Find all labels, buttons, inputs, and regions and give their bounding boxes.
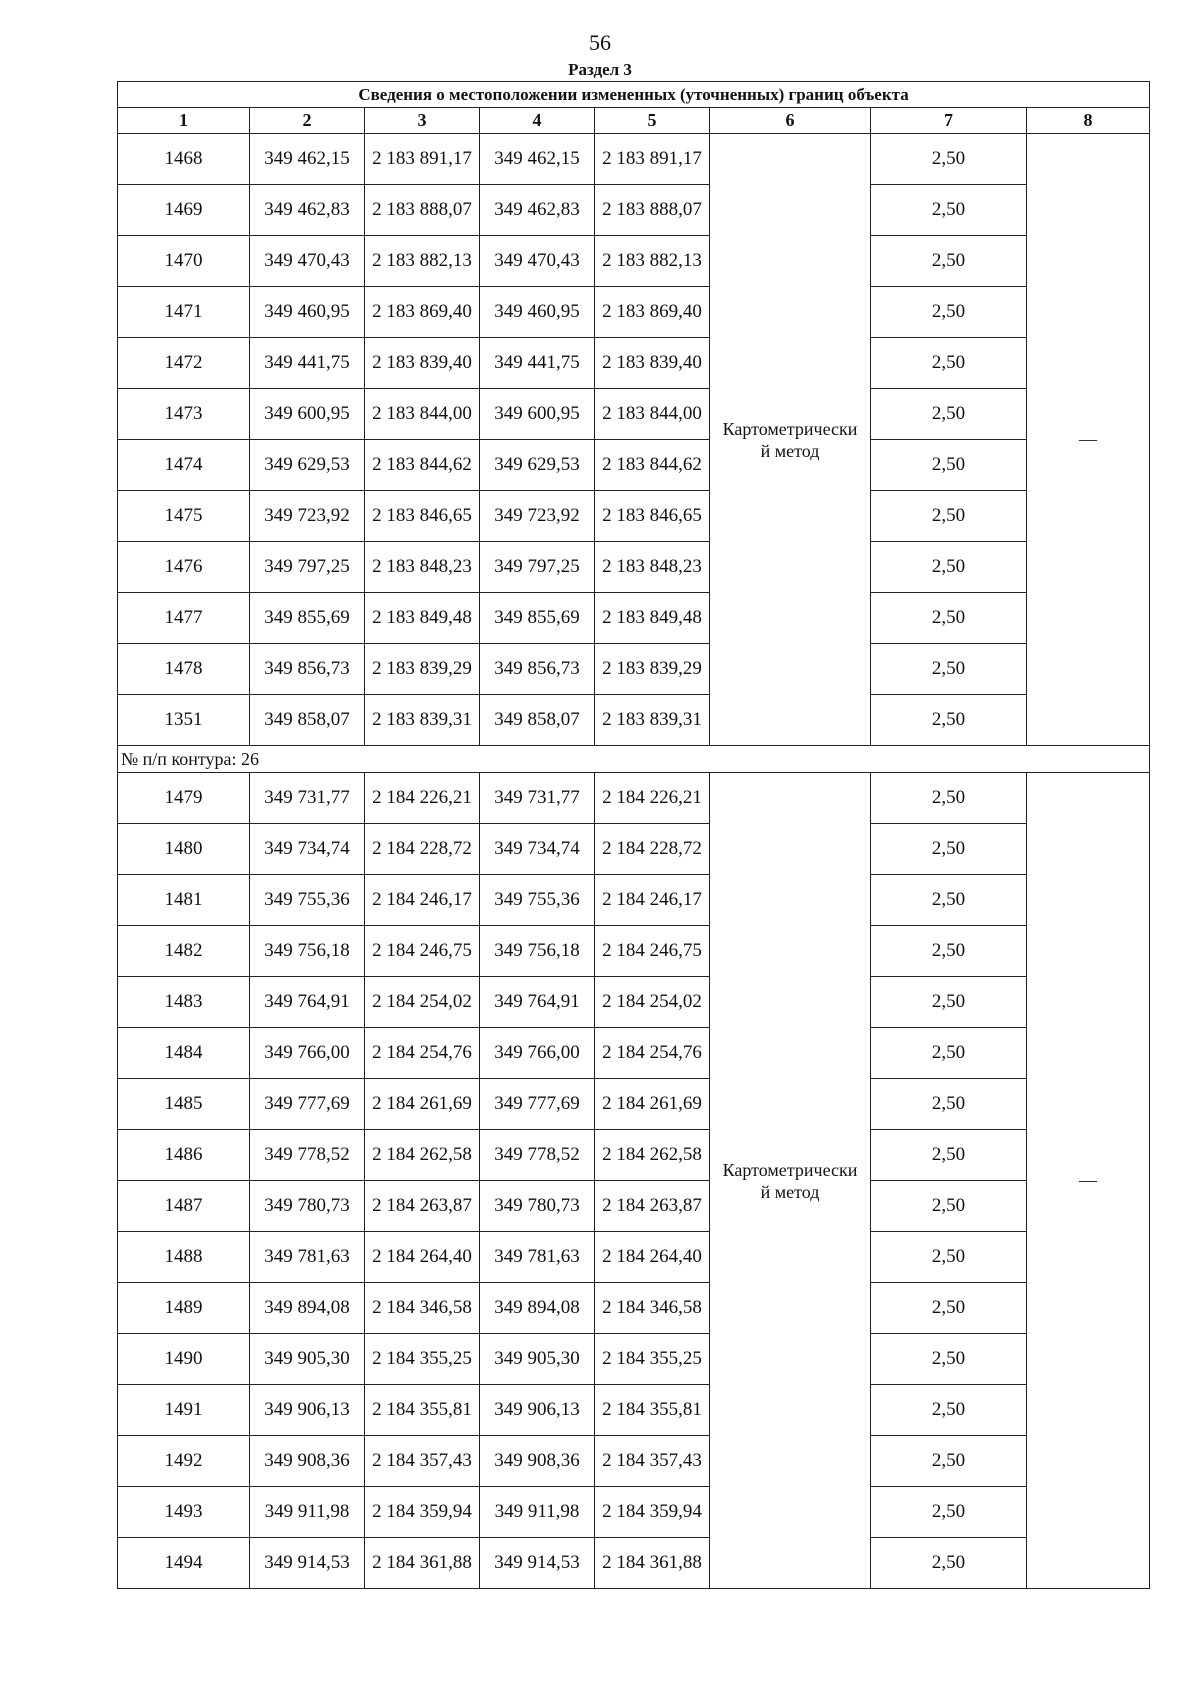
table-row xyxy=(118,1028,1150,1079)
y-new-cell: 2 183 882,13 xyxy=(595,236,710,287)
x-old-cell: 349 723,92 xyxy=(250,491,365,542)
y-old-cell: 2 183 848,23 xyxy=(365,542,480,593)
precision-cell: 2,50 xyxy=(871,185,1027,236)
x-old-cell: 349 462,83 xyxy=(250,185,365,236)
table-row xyxy=(118,1385,1150,1436)
y-new-cell: 2 184 226,21 xyxy=(595,773,710,824)
column-number: 7 xyxy=(871,108,1027,134)
y-new-cell: 2 184 246,75 xyxy=(595,926,710,977)
y-new-cell: 2 184 359,94 xyxy=(595,1487,710,1538)
table-row xyxy=(118,926,1150,977)
y-old-cell: 2 184 246,17 xyxy=(365,875,480,926)
precision-cell: 2,50 xyxy=(871,1130,1027,1181)
x-new-cell: 349 855,69 xyxy=(480,593,595,644)
y-old-cell: 2 183 882,13 xyxy=(365,236,480,287)
coordinates-table xyxy=(117,81,1150,1589)
y-new-cell: 2 184 254,02 xyxy=(595,977,710,1028)
x-old-cell: 349 755,36 xyxy=(250,875,365,926)
precision-cell: 2,50 xyxy=(871,491,1027,542)
table-row xyxy=(118,695,1150,746)
x-new-cell: 349 906,13 xyxy=(480,1385,595,1436)
point-number-cell: 1470 xyxy=(118,236,250,287)
x-old-cell: 349 856,73 xyxy=(250,644,365,695)
x-new-cell: 349 780,73 xyxy=(480,1181,595,1232)
y-new-cell: 2 183 839,40 xyxy=(595,338,710,389)
point-number-cell: 1492 xyxy=(118,1436,250,1487)
y-new-cell: 2 184 262,58 xyxy=(595,1130,710,1181)
y-new-cell: 2 183 844,00 xyxy=(595,389,710,440)
y-old-cell: 2 184 355,81 xyxy=(365,1385,480,1436)
y-new-cell: 2 183 869,40 xyxy=(595,287,710,338)
y-old-cell: 2 184 261,69 xyxy=(365,1079,480,1130)
table-row xyxy=(118,644,1150,695)
table-row xyxy=(118,338,1150,389)
precision-cell: 2,50 xyxy=(871,1436,1027,1487)
y-old-cell: 2 184 264,40 xyxy=(365,1232,480,1283)
y-old-cell: 2 184 254,02 xyxy=(365,977,480,1028)
y-old-cell: 2 184 346,58 xyxy=(365,1283,480,1334)
point-number-cell: 1491 xyxy=(118,1385,250,1436)
y-old-cell: 2 184 246,75 xyxy=(365,926,480,977)
point-number-cell: 1472 xyxy=(118,338,250,389)
x-new-cell: 349 905,30 xyxy=(480,1334,595,1385)
contour-row xyxy=(118,746,1150,773)
x-new-cell: 349 894,08 xyxy=(480,1283,595,1334)
point-number-cell: 1478 xyxy=(118,644,250,695)
point-number-cell: 1474 xyxy=(118,440,250,491)
x-new-cell: 349 856,73 xyxy=(480,644,595,695)
column-number: 1 xyxy=(118,108,250,134)
x-new-cell: 349 911,98 xyxy=(480,1487,595,1538)
y-old-cell: 2 184 355,25 xyxy=(365,1334,480,1385)
point-number-cell: 1486 xyxy=(118,1130,250,1181)
section-title: Раздел 3 xyxy=(568,60,632,79)
point-number-cell: 1476 xyxy=(118,542,250,593)
column-8-cell: — xyxy=(1027,773,1150,1589)
precision-cell: 2,50 xyxy=(871,542,1027,593)
x-new-cell: 349 462,15 xyxy=(480,134,595,185)
point-number-cell: 1480 xyxy=(118,824,250,875)
table-caption: Сведения о местоположении измененных (уточненных) границ объекта xyxy=(118,82,1150,108)
y-new-cell: 2 183 844,62 xyxy=(595,440,710,491)
x-old-cell: 349 734,74 xyxy=(250,824,365,875)
point-number-cell: 1469 xyxy=(118,185,250,236)
table-row xyxy=(118,593,1150,644)
precision-cell: 2,50 xyxy=(871,1079,1027,1130)
column-number: 8 xyxy=(1027,108,1150,134)
precision-cell: 2,50 xyxy=(871,1334,1027,1385)
x-new-cell: 349 766,00 xyxy=(480,1028,595,1079)
point-number-cell: 1473 xyxy=(118,389,250,440)
precision-cell: 2,50 xyxy=(871,926,1027,977)
precision-cell: 2,50 xyxy=(871,644,1027,695)
column-number-row xyxy=(118,108,1150,134)
x-old-cell: 349 778,52 xyxy=(250,1130,365,1181)
x-new-cell: 349 858,07 xyxy=(480,695,595,746)
precision-cell: 2,50 xyxy=(871,1385,1027,1436)
y-old-cell: 2 183 839,40 xyxy=(365,338,480,389)
table-row xyxy=(118,1436,1150,1487)
x-new-cell: 349 462,83 xyxy=(480,185,595,236)
table-row xyxy=(118,824,1150,875)
table-row xyxy=(118,185,1150,236)
y-old-cell: 2 183 844,00 xyxy=(365,389,480,440)
point-number-cell: 1488 xyxy=(118,1232,250,1283)
y-old-cell: 2 184 263,87 xyxy=(365,1181,480,1232)
y-new-cell: 2 183 849,48 xyxy=(595,593,710,644)
table-row xyxy=(118,1130,1150,1181)
x-old-cell: 349 894,08 xyxy=(250,1283,365,1334)
precision-cell: 2,50 xyxy=(871,1181,1027,1232)
contour-label: № п/п контура: 26 xyxy=(118,746,1150,773)
table-row xyxy=(118,1181,1150,1232)
x-new-cell: 349 778,52 xyxy=(480,1130,595,1181)
point-number-cell: 1490 xyxy=(118,1334,250,1385)
y-old-cell: 2 183 839,29 xyxy=(365,644,480,695)
table-row xyxy=(118,977,1150,1028)
x-old-cell: 349 908,36 xyxy=(250,1436,365,1487)
y-new-cell: 2 183 839,31 xyxy=(595,695,710,746)
method-cell: Картометрически й метод xyxy=(710,773,871,1589)
table-row xyxy=(118,1283,1150,1334)
y-old-cell: 2 183 849,48 xyxy=(365,593,480,644)
y-old-cell: 2 183 869,40 xyxy=(365,287,480,338)
x-old-cell: 349 766,00 xyxy=(250,1028,365,1079)
x-new-cell: 349 755,36 xyxy=(480,875,595,926)
y-old-cell: 2 184 359,94 xyxy=(365,1487,480,1538)
y-old-cell: 2 183 888,07 xyxy=(365,185,480,236)
y-old-cell: 2 183 839,31 xyxy=(365,695,480,746)
x-new-cell: 349 460,95 xyxy=(480,287,595,338)
point-number-cell: 1483 xyxy=(118,977,250,1028)
y-old-cell: 2 184 357,43 xyxy=(365,1436,480,1487)
precision-cell: 2,50 xyxy=(871,1028,1027,1079)
method-cell: Картометрически й метод xyxy=(710,134,871,746)
precision-cell: 2,50 xyxy=(871,875,1027,926)
precision-cell: 2,50 xyxy=(871,1487,1027,1538)
x-new-cell: 349 781,63 xyxy=(480,1232,595,1283)
precision-cell: 2,50 xyxy=(871,1283,1027,1334)
point-number-cell: 1481 xyxy=(118,875,250,926)
x-old-cell: 349 906,13 xyxy=(250,1385,365,1436)
x-new-cell: 349 764,91 xyxy=(480,977,595,1028)
x-old-cell: 349 911,98 xyxy=(250,1487,365,1538)
x-old-cell: 349 600,95 xyxy=(250,389,365,440)
x-new-cell: 349 731,77 xyxy=(480,773,595,824)
y-new-cell: 2 184 357,43 xyxy=(595,1436,710,1487)
point-number-cell: 1484 xyxy=(118,1028,250,1079)
table-row xyxy=(118,1487,1150,1538)
precision-cell: 2,50 xyxy=(871,338,1027,389)
precision-cell: 2,50 xyxy=(871,695,1027,746)
table-row xyxy=(118,542,1150,593)
x-old-cell: 349 780,73 xyxy=(250,1181,365,1232)
table-row xyxy=(118,287,1150,338)
y-new-cell: 2 183 891,17 xyxy=(595,134,710,185)
page-number: 56 xyxy=(589,30,611,55)
x-old-cell: 349 756,18 xyxy=(250,926,365,977)
y-new-cell: 2 184 263,87 xyxy=(595,1181,710,1232)
precision-cell: 2,50 xyxy=(871,824,1027,875)
y-old-cell: 2 184 262,58 xyxy=(365,1130,480,1181)
point-number-cell: 1494 xyxy=(118,1538,250,1589)
column-number: 3 xyxy=(365,108,480,134)
precision-cell: 2,50 xyxy=(871,287,1027,338)
x-old-cell: 349 764,91 xyxy=(250,977,365,1028)
x-new-cell: 349 470,43 xyxy=(480,236,595,287)
y-old-cell: 2 184 226,21 xyxy=(365,773,480,824)
precision-cell: 2,50 xyxy=(871,1538,1027,1589)
table-row xyxy=(118,773,1150,824)
x-old-cell: 349 470,43 xyxy=(250,236,365,287)
point-number-cell: 1489 xyxy=(118,1283,250,1334)
x-new-cell: 349 441,75 xyxy=(480,338,595,389)
table-row xyxy=(118,389,1150,440)
column-8-cell: — xyxy=(1027,134,1150,746)
y-old-cell: 2 183 844,62 xyxy=(365,440,480,491)
y-old-cell: 2 184 361,88 xyxy=(365,1538,480,1589)
x-old-cell: 349 781,63 xyxy=(250,1232,365,1283)
x-new-cell: 349 908,36 xyxy=(480,1436,595,1487)
x-old-cell: 349 629,53 xyxy=(250,440,365,491)
y-new-cell: 2 183 839,29 xyxy=(595,644,710,695)
table-row xyxy=(118,134,1150,185)
y-new-cell: 2 183 846,65 xyxy=(595,491,710,542)
x-old-cell: 349 797,25 xyxy=(250,542,365,593)
x-old-cell: 349 441,75 xyxy=(250,338,365,389)
x-old-cell: 349 731,77 xyxy=(250,773,365,824)
x-new-cell: 349 914,53 xyxy=(480,1538,595,1589)
x-new-cell: 349 600,95 xyxy=(480,389,595,440)
x-new-cell: 349 723,92 xyxy=(480,491,595,542)
x-old-cell: 349 777,69 xyxy=(250,1079,365,1130)
y-old-cell: 2 184 228,72 xyxy=(365,824,480,875)
table-row xyxy=(118,875,1150,926)
precision-cell: 2,50 xyxy=(871,1232,1027,1283)
table-row xyxy=(118,491,1150,542)
point-number-cell: 1479 xyxy=(118,773,250,824)
point-number-cell: 1477 xyxy=(118,593,250,644)
point-number-cell: 1493 xyxy=(118,1487,250,1538)
y-new-cell: 2 184 361,88 xyxy=(595,1538,710,1589)
y-new-cell: 2 184 254,76 xyxy=(595,1028,710,1079)
point-number-cell: 1487 xyxy=(118,1181,250,1232)
column-number: 4 xyxy=(480,108,595,134)
y-old-cell: 2 184 254,76 xyxy=(365,1028,480,1079)
y-new-cell: 2 184 264,40 xyxy=(595,1232,710,1283)
x-new-cell: 349 756,18 xyxy=(480,926,595,977)
precision-cell: 2,50 xyxy=(871,593,1027,644)
x-old-cell: 349 462,15 xyxy=(250,134,365,185)
y-new-cell: 2 184 261,69 xyxy=(595,1079,710,1130)
point-number-cell: 1475 xyxy=(118,491,250,542)
point-number-cell: 1485 xyxy=(118,1079,250,1130)
point-number-cell: 1482 xyxy=(118,926,250,977)
x-old-cell: 349 460,95 xyxy=(250,287,365,338)
table-row xyxy=(118,236,1150,287)
table-row xyxy=(118,1079,1150,1130)
x-new-cell: 349 629,53 xyxy=(480,440,595,491)
x-new-cell: 349 777,69 xyxy=(480,1079,595,1130)
y-new-cell: 2 184 355,25 xyxy=(595,1334,710,1385)
x-new-cell: 349 797,25 xyxy=(480,542,595,593)
column-number: 6 xyxy=(710,108,871,134)
y-old-cell: 2 183 891,17 xyxy=(365,134,480,185)
table-body xyxy=(118,134,1150,1589)
precision-cell: 2,50 xyxy=(871,773,1027,824)
x-old-cell: 349 858,07 xyxy=(250,695,365,746)
x-old-cell: 349 855,69 xyxy=(250,593,365,644)
x-new-cell: 349 734,74 xyxy=(480,824,595,875)
precision-cell: 2,50 xyxy=(871,236,1027,287)
precision-cell: 2,50 xyxy=(871,389,1027,440)
point-number-cell: 1471 xyxy=(118,287,250,338)
point-number-cell: 1468 xyxy=(118,134,250,185)
table-row xyxy=(118,440,1150,491)
y-new-cell: 2 183 848,23 xyxy=(595,542,710,593)
x-old-cell: 349 905,30 xyxy=(250,1334,365,1385)
y-new-cell: 2 184 228,72 xyxy=(595,824,710,875)
y-new-cell: 2 184 246,17 xyxy=(595,875,710,926)
table-row xyxy=(118,1334,1150,1385)
precision-cell: 2,50 xyxy=(871,134,1027,185)
column-number: 5 xyxy=(595,108,710,134)
point-number-cell: 1351 xyxy=(118,695,250,746)
column-number: 2 xyxy=(250,108,365,134)
y-new-cell: 2 184 355,81 xyxy=(595,1385,710,1436)
y-new-cell: 2 184 346,58 xyxy=(595,1283,710,1334)
x-old-cell: 349 914,53 xyxy=(250,1538,365,1589)
table-row xyxy=(118,1538,1150,1589)
precision-cell: 2,50 xyxy=(871,977,1027,1028)
y-old-cell: 2 183 846,65 xyxy=(365,491,480,542)
y-new-cell: 2 183 888,07 xyxy=(595,185,710,236)
table-row xyxy=(118,1232,1150,1283)
precision-cell: 2,50 xyxy=(871,440,1027,491)
